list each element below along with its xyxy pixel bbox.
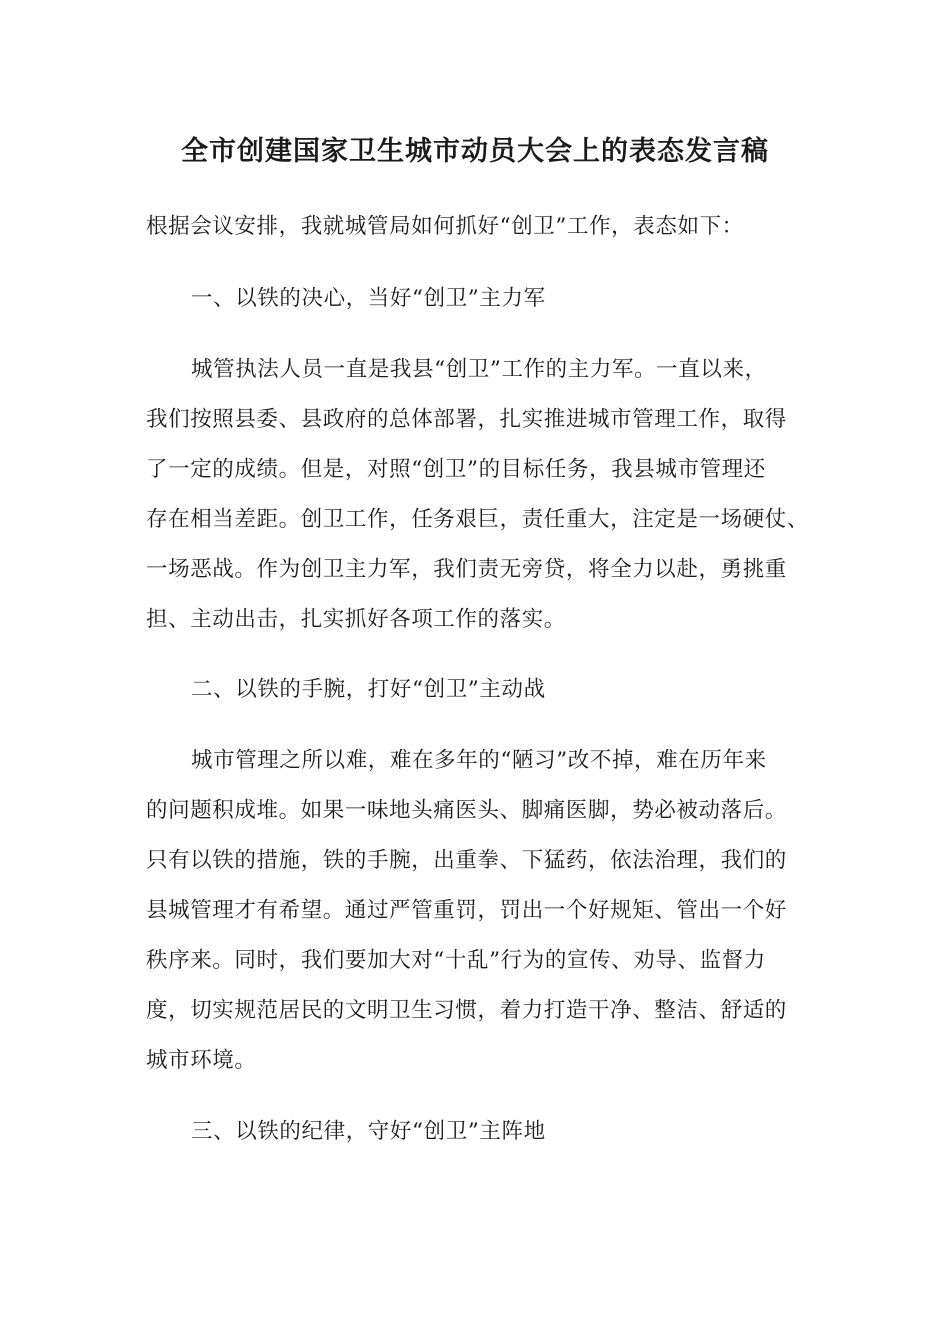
section-2-line: 秩序来。同时，我们要加大对“十乱”行为的宣传、劝导、监督力 [146, 948, 766, 973]
document-title: 全市创建国家卫生城市动员大会上的表态发言稿 [181, 136, 769, 167]
intro-paragraph: 根据会议安排，我就城管局如何抓好“创卫”工作，表态如下： [146, 214, 744, 239]
section-2-heading: 二、以铁的手腕，打好“创卫”主动战 [191, 677, 546, 702]
section-1-line: 一场恶战。作为创卫主力军，我们责无旁贷，将全力以赴，勇挑重 [146, 557, 787, 582]
section-1-line: 城管执法人员一直是我县“创卫”工作的主力军。一直以来， [191, 357, 767, 382]
section-2-line: 城市环境。 [146, 1048, 257, 1073]
section-2-line: 度，切实规范居民的文明卫生习惯，着力打造干净、整洁、舒适的 [146, 998, 787, 1023]
section-1-line: 存在相当差距。创卫工作，任务艰巨，责任重大，注定是一场硬仗、 [146, 507, 810, 532]
section-2-line: 城市管理之所以难，难在多年的“陋习”改不掉，难在历年来 [191, 748, 767, 773]
section-1-heading: 一、以铁的决心，当好“创卫”主力军 [191, 286, 546, 311]
section-2-line: 县城管理才有希望。通过严管重罚，罚出一个好规矩、管出一个好 [146, 898, 787, 923]
section-2-line: 的问题积成堆。如果一味地头痛医头、脚痛医脚，势必被动落后。 [146, 798, 787, 823]
section-1-line: 了一定的成绩。但是，对照“创卫”的目标任务，我县城市管理还 [146, 457, 766, 482]
section-2-line: 只有以铁的措施，铁的手腕，出重拳、下猛药，依法治理，我们的 [146, 848, 787, 873]
section-3-heading: 三、以铁的纪律，守好“创卫”主阵地 [191, 1119, 546, 1144]
section-1-line: 我们按照县委、县政府的总体部署，扎实推进城市管理工作，取得 [146, 407, 787, 432]
section-1-line: 担、主动出击，扎实抓好各项工作的落实。 [146, 607, 566, 632]
